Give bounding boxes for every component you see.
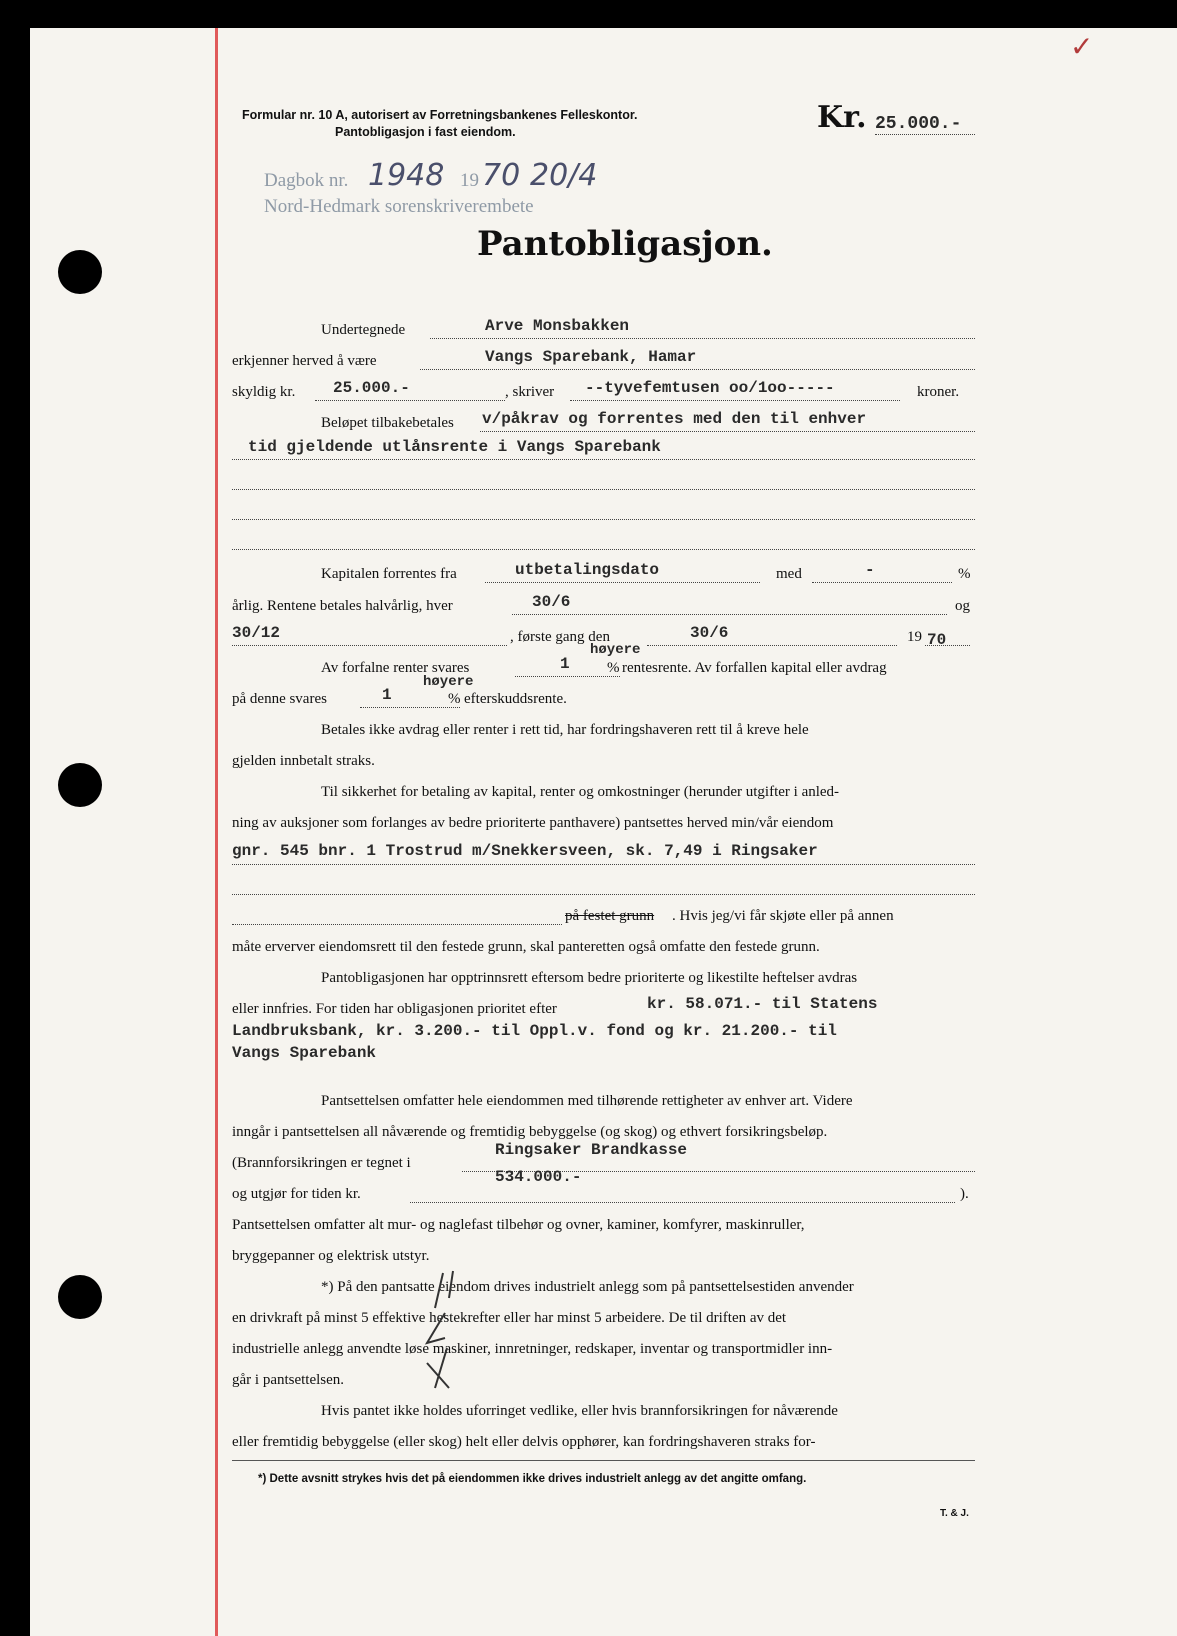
omfatter-line-1: Pantsettelsen omfatter hele eiendommen med tilhørende rettigheter av enhver art. Videre	[321, 1093, 853, 1109]
stamp-year-prefix: 19	[460, 170, 479, 191]
denne-text-2: efterskuddsrente.	[464, 691, 567, 707]
prioritet-value-1: kr. 58.071.- til Statens	[647, 995, 878, 1013]
forste-label: , første gang den	[510, 629, 610, 645]
undertegnede-dotline	[430, 338, 975, 339]
strike-scribble-mark	[405, 1268, 465, 1398]
denne-hoyere: høyere	[423, 674, 474, 690]
denne-text-1: på denne svares	[232, 691, 327, 707]
formular-line-1: Formular nr. 10 A, autorisert av Forretningsbankenes Felleskontor.	[242, 108, 638, 122]
betales-line-2: gjelden innbetalt straks.	[232, 753, 375, 769]
belopet-dotline-4	[232, 519, 975, 520]
kapitalen-label: Kapitalen forrentes fra	[321, 566, 457, 582]
kr-amount: 25.000.-	[875, 114, 962, 134]
denne-number: 1	[382, 686, 392, 704]
punch-hole-2	[58, 763, 102, 807]
prioritet-value-2: Landbruksbank, kr. 3.200.- til Oppl.v. fond og kr. 21.200.- til	[232, 1022, 837, 1040]
skriver-label: , skriver	[505, 384, 555, 400]
margin-line	[215, 28, 218, 1636]
brann-line-1: (Brannforsikringen er tegnet i	[232, 1155, 411, 1171]
med-value: -	[865, 561, 875, 579]
formular-line-2: Pantobligasjon i fast eiendom.	[335, 125, 516, 139]
brann-value: Ringsaker Brandkasse	[495, 1141, 688, 1159]
arlig-label: årlig. Rentene betales halvårlig, hver	[232, 598, 453, 614]
printer-mark: T. & J.	[940, 1508, 969, 1519]
festet-strike: på festet grunn	[565, 908, 655, 924]
erkjenner-dotline	[420, 369, 975, 370]
opptrinn-line-2: eller innfries. For tiden har obligasjonen prioritet efter	[232, 1001, 557, 1017]
arlig-dotline	[512, 614, 947, 615]
betales-line-1: Betales ikke avdrag eller renter i rett tid, har fordringshaveren rett til å kreve hele	[321, 722, 809, 738]
stamp-dagbok-number: 1948	[368, 158, 445, 193]
med-dotline	[812, 582, 952, 583]
footnote: *) Dette avsnitt strykes hvis det på eiendommen ikke drives industrielt anlegg av det angitte omfang.	[258, 1473, 807, 1485]
forfalne-text-1: Av forfalne renter svares	[321, 660, 470, 676]
belopet-dotline-1	[480, 431, 975, 432]
year-70: 70	[927, 631, 947, 649]
ind-line-3: industrielle anlegg anvendte løse maskiner, innretninger, redskaper, inventar og transportmidler inn-	[232, 1341, 833, 1357]
brann-close: ).	[960, 1186, 969, 1202]
arlig-value: 30/6	[532, 593, 571, 611]
date2-value: 30/12	[232, 624, 281, 642]
brann-line-2: og utgjør for tiden kr.	[232, 1186, 361, 1202]
kapitalen-dotline	[485, 582, 760, 583]
ind-line-2: en drivkraft på minst 5 effektive hestekrefter eller har minst 5 arbeidere. De til driften av det	[232, 1310, 787, 1326]
kr-label: Kr.	[817, 100, 867, 135]
skyldig-dotline	[315, 400, 505, 401]
skriver-value: --tyvefemtusen oo/1oo-----	[585, 379, 835, 397]
skyldig-label: skyldig kr.	[232, 384, 296, 400]
kr-dotline	[875, 134, 975, 135]
belopet-dotline-3	[232, 489, 975, 490]
punch-hole-3	[58, 1275, 102, 1319]
mur-line-2: bryggepanner og elektrisk utstyr.	[232, 1248, 430, 1264]
mur-line-1: Pantsettelsen omfatter alt mur- og naglefast tilbehør og ovner, kaminer, komfyrer, maskinruller,	[232, 1217, 805, 1233]
stamp-dagbok-label: Dagbok nr.	[264, 170, 349, 191]
check-mark-icon: ✓	[1070, 30, 1094, 63]
year-19: 19	[907, 629, 922, 645]
festet-line-2: måte erverver eiendomsrett til den festede grunn, skal panteretten også omfatte den festede grunn.	[232, 939, 820, 955]
document-title: Pantobligasjon.	[477, 224, 773, 264]
belopet-dotline-2	[232, 459, 975, 460]
kapitalen-value: utbetalingsdato	[515, 561, 660, 579]
denne-dotline	[360, 707, 460, 708]
forfalne-hoyere: høyere	[590, 642, 641, 658]
holdes-line-2: eller fremtidig bebyggelse (eller skog) helt eller delvis opphører, kan fordringshaveren straks for-	[232, 1434, 816, 1450]
stamp-date: 20/4	[530, 158, 598, 193]
brann-dotline-2	[410, 1202, 955, 1203]
forste-value: 30/6	[690, 624, 729, 642]
sikkerhet-line-1: Til sikkerhet for betaling av kapital, renter og omkostninger (herunder utgifter i anled-	[321, 784, 840, 800]
undertegnede-label: Undertegnede	[321, 322, 406, 338]
forfalne-text-2: rentesrente. Av forfallen kapital eller avdrag	[622, 660, 887, 676]
eiendom-value: gnr. 545 bnr. 1 Trostrud m/Snekkersveen, sk. 7,49 i Ringsaker	[232, 842, 818, 860]
erkjenner-value: Vangs Sparebank, Hamar	[485, 348, 697, 366]
stamp-office: Nord-Hedmark sorenskriverembete	[264, 196, 534, 217]
festet-rest: . Hvis jeg/vi får skjøte eller på annen	[672, 908, 894, 924]
punch-hole-1	[58, 250, 102, 294]
opptrinn-line-1: Pantobligasjonen har opptrinnsrett eftersom bedre prioriterte og likestilte heftelser avdras	[321, 970, 858, 986]
brann-amount: 534.000.-	[495, 1168, 582, 1186]
sikkerhet-line-2: ning av auksjoner som forlanges av bedre prioriterte panthavere) pantsettes herved min/vår eiendom	[232, 815, 834, 831]
eiendom-dotline-3	[232, 924, 562, 925]
ind-line-1: *) På den pantsatte eiendom drives industrielt anlegg som på pantsettelsestiden anvender	[321, 1279, 854, 1295]
ind-line-4: går i pantsettelsen.	[232, 1372, 345, 1388]
document-page	[30, 28, 1177, 1636]
skyldig-value: 25.000.-	[333, 379, 410, 397]
omfatter-line-2: inngår i pantsettelsen all nåværende og fremtidig bebyggelse (og skog) og ethvert forsikringsbeløp.	[232, 1124, 828, 1140]
belopet-value-2: tid gjeldende utlånsrente i Vangs Sparebank	[248, 438, 661, 456]
forfalne-pct: %	[607, 660, 620, 676]
og-label: og	[955, 598, 970, 614]
forfalne-number: 1	[560, 655, 570, 673]
med-percent: %	[958, 566, 971, 582]
med-label: med	[776, 566, 802, 582]
prioritet-value-3: Vangs Sparebank	[232, 1044, 377, 1062]
belopet-dotline-5	[232, 549, 975, 550]
eiendom-dotline-1	[232, 864, 975, 865]
eiendom-dotline-2	[232, 894, 975, 895]
belopet-value-1: v/påkrav og forrentes med den til enhver	[482, 410, 867, 428]
forste-dotline	[647, 645, 897, 646]
skriver-dotline	[570, 400, 900, 401]
erkjenner-label: erkjenner herved å være	[232, 353, 377, 369]
kroner-label: kroner.	[917, 384, 960, 400]
date2-dotline	[232, 645, 507, 646]
stamp-year-suffix: 70	[482, 158, 521, 193]
belopet-label: Beløpet tilbakebetales	[321, 415, 454, 431]
undertegnede-value: Arve Monsbakken	[485, 317, 630, 335]
forfalne-dotline	[515, 676, 620, 677]
footnote-rule	[232, 1460, 975, 1461]
holdes-line-1: Hvis pantet ikke holdes uforringet vedlike, eller hvis brannforsikringen for nåværende	[321, 1403, 838, 1419]
denne-pct: %	[448, 691, 461, 707]
